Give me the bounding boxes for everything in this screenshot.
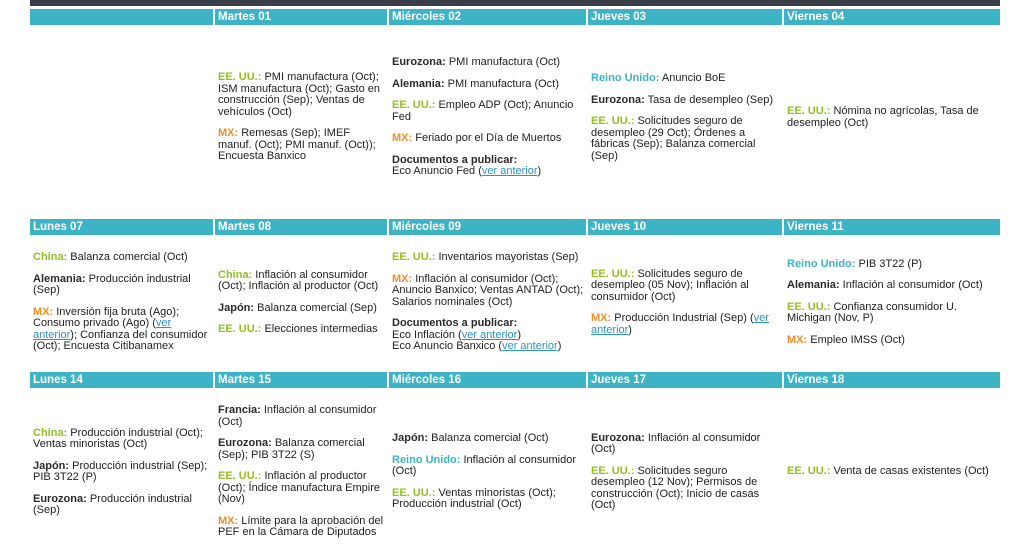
event-entry bbox=[392, 79, 584, 91]
event-text: Inflación al consumidor (Oct) bbox=[591, 431, 761, 455]
event-text: Inventarios mayoristas (Sep) bbox=[435, 251, 579, 264]
day-cell-tuesday-week1 bbox=[215, 27, 387, 208]
event-entry bbox=[591, 95, 780, 107]
event-text: Anuncio BoE bbox=[659, 72, 726, 84]
day-header-friday-week3: Viernes 18 bbox=[784, 372, 1000, 388]
event-region-label: China: bbox=[33, 426, 68, 439]
event-region-label: Eurozona: bbox=[591, 431, 645, 444]
event-text: Producción industrial (Oct); Ventas minoristas (Oct) bbox=[33, 426, 203, 450]
event-region-label: EE. UU.: bbox=[787, 300, 831, 313]
event-region-label: Reino Unido: bbox=[787, 257, 856, 270]
top-bar bbox=[30, 0, 1000, 6]
event-entry bbox=[392, 455, 584, 478]
event-text: Elecciones intermedias bbox=[261, 323, 378, 335]
event-region-label: EE. UU.: bbox=[787, 105, 831, 117]
event-region-label: EE. UU.: bbox=[218, 323, 262, 335]
event-text: Inflación al consumidor (Oct) bbox=[392, 453, 576, 478]
day-cell-tuesday-week3 bbox=[215, 388, 387, 556]
day-header-monday-week2: Lunes 07 bbox=[30, 219, 213, 235]
day-header-monday-week3: Lunes 14 bbox=[30, 372, 213, 388]
event-region-label: Documentos a publicar: bbox=[392, 153, 518, 166]
day-header-friday-week1: Viernes 04 bbox=[784, 9, 1000, 25]
event-region-label: EE. UU.: bbox=[591, 267, 635, 280]
event-entry bbox=[392, 433, 584, 445]
event-region-label: MX: bbox=[787, 333, 808, 346]
day-cell-wednesday-week2 bbox=[389, 236, 586, 369]
day-cell-thursday-week2 bbox=[588, 236, 782, 369]
event-text: Tasa de desempleo (Sep) bbox=[644, 93, 773, 106]
event-text: PMI manufactura (Oct) bbox=[445, 56, 561, 69]
event-entry bbox=[392, 318, 584, 353]
event-entry bbox=[392, 252, 584, 264]
event-entry bbox=[787, 259, 998, 271]
event-region-label: EE. UU.: bbox=[218, 470, 262, 483]
event-text: Nómina no agrícolas, Tasa de desempleo (Oct) bbox=[787, 105, 979, 129]
event-entry bbox=[392, 57, 584, 69]
day-cell-monday-week2 bbox=[30, 236, 213, 369]
event-region-label: Japón: bbox=[218, 301, 255, 314]
event-entry bbox=[33, 307, 211, 353]
day-cell-monday-week3 bbox=[30, 388, 213, 556]
event-entry bbox=[218, 324, 385, 336]
event-entry bbox=[392, 488, 584, 511]
event-text: Feriado por el Día de Muertos bbox=[412, 132, 562, 145]
event-region-label: Eurozona: bbox=[218, 437, 272, 450]
event-text-after: ) bbox=[537, 165, 542, 178]
event-entry bbox=[392, 155, 584, 178]
day-cell-friday-week1 bbox=[784, 27, 1000, 208]
event-text-after: ) bbox=[628, 323, 632, 336]
event-region-label: Eurozona: bbox=[392, 56, 446, 69]
event-region-label: MX: bbox=[33, 305, 54, 318]
event-text: Producción industrial (Sep) bbox=[33, 492, 192, 516]
event-text: Empleo ADP (Oct); Anuncio Fed bbox=[392, 99, 574, 123]
event-region-label: EE. UU.: bbox=[787, 465, 831, 478]
event-text: Ventas minoristas (Oct); Producción industrial (Oct) bbox=[392, 486, 556, 511]
event-region-label: China: bbox=[33, 251, 68, 264]
event-entry bbox=[591, 73, 780, 85]
event-entry bbox=[218, 303, 385, 315]
event-entry bbox=[591, 116, 780, 162]
day-header-wednesday-week2: Miércoles 09 bbox=[389, 219, 586, 235]
day-header-monday-week1 bbox=[30, 9, 213, 25]
event-entry bbox=[787, 302, 998, 325]
day-cell-thursday-week3 bbox=[588, 388, 782, 556]
event-region-label: China: bbox=[218, 268, 253, 281]
event-entry bbox=[787, 280, 998, 292]
event-text: Inflación al consumidor (Oct) bbox=[839, 279, 983, 292]
event-entry bbox=[392, 133, 584, 145]
event-text: Remesas (Sep); IMEF manuf. (Oct); PMI manuf. (Oct)); Encuesta Banxico bbox=[218, 127, 376, 163]
event-text: PMI manufactura (Oct) bbox=[444, 77, 559, 90]
event-entry bbox=[787, 466, 998, 478]
day-cell-wednesday-week3 bbox=[389, 388, 586, 556]
event-entry bbox=[33, 252, 211, 264]
ver-anterior-link[interactable]: ver anterior bbox=[502, 340, 558, 353]
event-region-label: Alemania: bbox=[33, 272, 86, 285]
event-entry bbox=[218, 270, 385, 293]
ver-anterior-link[interactable]: ver anterior bbox=[481, 165, 538, 178]
day-cell-friday-week2 bbox=[784, 236, 1000, 369]
event-region-label: EE. UU.: bbox=[392, 251, 436, 264]
day-header-thursday-week1: Jueves 03 bbox=[588, 9, 782, 25]
event-entry bbox=[787, 335, 998, 347]
day-cell-thursday-week1 bbox=[588, 27, 782, 208]
event-text: Eco Anuncio Banxico ( bbox=[392, 340, 503, 353]
event-region-label: Eurozona: bbox=[33, 492, 87, 505]
event-text: Confianza consumidor U. Michigan (Nov, P) bbox=[787, 300, 957, 325]
event-text: Solicitudes seguro de desempleo (29 Oct); Órdenes a fábricas (Sep); Balanza comercial (Sep) bbox=[591, 115, 756, 162]
event-region-label: Alemania: bbox=[787, 279, 840, 292]
event-region-label: EE. UU.: bbox=[218, 71, 262, 84]
day-cell-wednesday-week1 bbox=[389, 27, 586, 208]
event-text: Inflación al consumidor (Oct); Inflación al productor (Oct) bbox=[218, 268, 379, 292]
event-text: Solicitudes seguro de desempleo (05 Nov); Inflación al consumidor (Oct) bbox=[591, 267, 749, 303]
event-text: Solicitudes seguro desempleo (12 Nov); Permisos de construcción (Oct); Inicio de casas (Oct) bbox=[591, 464, 760, 511]
event-text: Balanza comercial (Oct) bbox=[67, 251, 188, 264]
event-region-label: Eurozona: bbox=[591, 93, 645, 106]
event-text: Límite para la aprobación del PEF en la Cámara de Diputados bbox=[218, 514, 384, 539]
event-region-label: EE. UU.: bbox=[392, 486, 436, 499]
event-entry bbox=[591, 433, 780, 456]
event-text: Producción industrial (Sep); PIB 3T22 (P) bbox=[33, 459, 208, 483]
event-entry bbox=[392, 100, 584, 123]
event-region-label: MX: bbox=[591, 312, 612, 325]
event-text-after: ) bbox=[557, 340, 562, 353]
event-text: Inflación al consumidor (Oct) bbox=[218, 404, 377, 428]
event-region-label: MX: bbox=[218, 514, 239, 527]
event-text: PMI manufactura (Oct); ISM manufactura (Oct); Gasto en construcción (Sep); Ventas de vehículos (Oct) bbox=[218, 71, 381, 118]
day-cell-tuesday-week2 bbox=[215, 236, 387, 369]
event-region-label: Alemania: bbox=[392, 77, 445, 90]
event-text: PIB 3T22 (P) bbox=[855, 257, 923, 270]
event-text: Eco Anuncio Fed ( bbox=[392, 165, 482, 178]
event-region-label: Documentos a publicar: bbox=[392, 317, 518, 330]
event-entry bbox=[591, 466, 780, 512]
event-text: Balanza comercial (Sep); PIB 3T22 (S) bbox=[218, 437, 365, 461]
ver-anterior-link[interactable]: ver anterior bbox=[591, 312, 769, 336]
event-entry bbox=[33, 494, 211, 517]
event-entry bbox=[392, 274, 584, 309]
event-region-label: EE. UU.: bbox=[591, 115, 635, 127]
event-text: Producción Industrial (Sep) ( bbox=[611, 312, 754, 325]
event-entry bbox=[218, 471, 385, 506]
day-header-wednesday-week1: Miércoles 02 bbox=[389, 9, 586, 25]
event-text-after: ) bbox=[517, 328, 522, 341]
event-entry bbox=[218, 72, 385, 118]
event-region-label: MX: bbox=[218, 127, 239, 140]
event-region-label: Francia: bbox=[218, 404, 261, 417]
day-header-thursday-week3: Jueves 17 bbox=[588, 372, 782, 388]
day-cell-friday-week3 bbox=[784, 388, 1000, 556]
event-region-label: MX: bbox=[392, 132, 413, 145]
day-header-wednesday-week3: Miércoles 16 bbox=[389, 372, 586, 388]
event-entry bbox=[33, 428, 211, 451]
event-text: Empleo IMSS (Oct) bbox=[807, 333, 905, 346]
event-text: Inflación al consumidor (Oct); Anuncio Banxico; Ventas ANTAD (Oct); Salarios nominales (Oct) bbox=[392, 272, 584, 308]
day-header-tuesday-week3: Martes 15 bbox=[215, 372, 387, 388]
event-entry bbox=[218, 405, 385, 428]
day-header-thursday-week2: Jueves 10 bbox=[588, 219, 782, 235]
day-header-tuesday-week2: Martes 08 bbox=[215, 219, 387, 235]
event-text: Balanza comercial (Oct) bbox=[428, 432, 549, 445]
day-cell-monday-week1 bbox=[30, 27, 213, 208]
day-header-friday-week2: Viernes 11 bbox=[784, 219, 1000, 235]
event-entry bbox=[33, 461, 211, 484]
ver-anterior-link[interactable]: ver anterior bbox=[33, 317, 172, 341]
event-region-label: Reino Unido: bbox=[591, 72, 660, 84]
day-header-tuesday-week1: Martes 01 bbox=[215, 9, 387, 25]
event-region-label: EE. UU.: bbox=[591, 464, 635, 477]
event-entry bbox=[591, 313, 780, 336]
ver-anterior-link[interactable]: ver anterior bbox=[461, 328, 518, 341]
event-region-label: MX: bbox=[392, 272, 413, 285]
event-region-label: EE. UU.: bbox=[392, 99, 436, 112]
event-text: Producción industrial (Sep) bbox=[33, 272, 191, 297]
event-text: Eco Inflación ( bbox=[392, 328, 462, 341]
event-entry bbox=[591, 269, 780, 304]
event-text: Inflación al productor (Oct); Índice manufactura Empire (Nov) bbox=[218, 470, 381, 506]
event-entry bbox=[218, 438, 385, 461]
event-entry bbox=[33, 274, 211, 297]
event-text-after: ); Confianza del consumidor (Oct); Encuesta Citibanamex bbox=[33, 328, 208, 353]
event-text: Inversión fija bruta (Ago); Consumo privado (Ago) ( bbox=[33, 305, 180, 330]
event-region-label: Reino Unido: bbox=[392, 453, 461, 466]
event-text: Venta de casas existentes (Oct) bbox=[830, 465, 989, 478]
event-entry bbox=[218, 128, 385, 163]
event-entry bbox=[218, 516, 385, 539]
event-entry bbox=[787, 106, 998, 129]
event-region-label: Japón: bbox=[33, 459, 70, 472]
event-region-label: Japón: bbox=[392, 432, 429, 445]
event-text: Balanza comercial (Sep) bbox=[254, 301, 377, 314]
